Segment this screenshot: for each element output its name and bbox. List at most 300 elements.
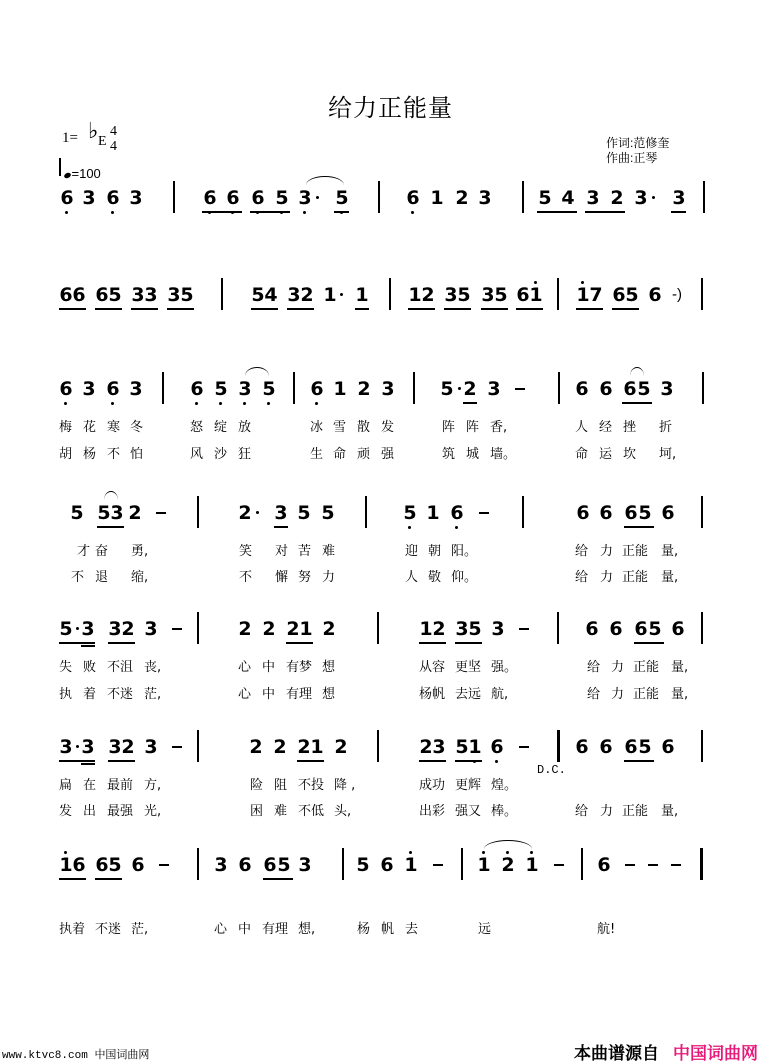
note <box>408 284 422 306</box>
lyric-syllable: 航, <box>491 687 509 702</box>
low-octave-dot-icon <box>267 402 270 405</box>
note <box>251 284 265 306</box>
score-row <box>0 502 781 542</box>
barline <box>413 372 415 404</box>
score-row <box>0 187 781 227</box>
beam-underline <box>167 308 194 310</box>
note <box>214 854 228 876</box>
note <box>97 502 111 524</box>
note <box>106 187 120 209</box>
note-digit: 6 <box>106 378 120 400</box>
footer-watermark <box>2 1046 149 1062</box>
note-digit: 1 <box>426 502 440 524</box>
note <box>637 378 651 400</box>
note-digit: 3 <box>108 736 122 758</box>
lyric-syllable: 仰。 <box>451 570 478 585</box>
footer-url: www.ktvc8.com <box>2 1050 88 1062</box>
barline <box>389 278 391 310</box>
note-digit: 5 <box>108 284 122 306</box>
note-digit: 6 <box>238 854 252 876</box>
lyric-syllable: 正能 <box>633 660 660 675</box>
beam-underline <box>419 642 446 644</box>
note <box>180 284 194 306</box>
lyric-syllable: 朝 <box>428 544 442 559</box>
augmentation-dot-icon <box>340 293 343 296</box>
beam-underline <box>355 308 369 310</box>
barline <box>365 496 367 528</box>
note-digit: 3 <box>432 736 446 758</box>
lyric-syllable: 煌。 <box>491 778 518 793</box>
barline <box>581 848 583 880</box>
lyric-syllable: 正能 <box>622 804 649 819</box>
note <box>131 854 145 876</box>
note-digit: 3 <box>381 378 395 400</box>
note <box>432 736 446 758</box>
note-digit: 2 <box>121 736 135 758</box>
sustain-dash <box>172 628 182 630</box>
note-digit: 6 <box>226 187 240 209</box>
low-octave-dot-icon <box>243 402 246 405</box>
note-digit: 5 <box>97 502 111 524</box>
time-signature <box>110 124 117 154</box>
lyric-syllable: 坷, <box>659 447 677 462</box>
barline <box>197 730 199 762</box>
note <box>634 187 648 209</box>
note-digit: 3 <box>131 284 145 306</box>
lyric-syllable: 着 <box>83 687 97 702</box>
note-digit: 3 <box>59 736 73 758</box>
note <box>490 736 504 758</box>
note <box>214 378 228 400</box>
note-digit: 6 <box>95 854 109 876</box>
barline <box>557 612 559 644</box>
barline <box>701 612 703 644</box>
barline <box>378 181 380 213</box>
note <box>455 736 469 758</box>
note <box>333 378 347 400</box>
lyric-syllable: 力 <box>600 570 614 585</box>
lyric-syllable: 更辉 <box>455 778 482 793</box>
note-digit: 2 <box>273 736 287 758</box>
note <box>72 284 86 306</box>
lyric-syllable: 量, <box>661 804 679 819</box>
lyric-syllable: 迎 <box>405 544 419 559</box>
note <box>440 378 454 400</box>
lyric-syllable: 雪 <box>333 420 347 435</box>
note-digit: 5 <box>335 187 349 209</box>
high-octave-dot-icon <box>409 851 412 854</box>
tie-slur <box>245 367 269 376</box>
note-digit: 5 <box>108 854 122 876</box>
lyric-syllable: 量, <box>671 660 689 675</box>
sustain-dash <box>648 864 658 866</box>
beam-underline <box>455 642 482 644</box>
lyric-syllable: 正能 <box>622 544 649 559</box>
note <box>625 284 639 306</box>
note-digit: 2 <box>128 502 142 524</box>
barline <box>197 496 199 528</box>
beam-underline <box>287 308 314 310</box>
note <box>106 378 120 400</box>
low-octave-dot-icon <box>195 402 198 405</box>
note-digit: 5 <box>180 284 194 306</box>
low-octave-dot-icon <box>411 211 414 214</box>
low-octave-dot-icon <box>303 211 306 214</box>
lyric-syllable: 困 <box>250 804 264 819</box>
note-digit: 6 <box>203 187 217 209</box>
note-digit: 6 <box>576 502 590 524</box>
lyric-syllable: 命 <box>575 447 589 462</box>
lyric-syllable: 量, <box>671 687 689 702</box>
barline <box>377 612 379 644</box>
note-digit: 2 <box>238 502 252 524</box>
tempo-marking <box>62 160 101 181</box>
note-digit: 2 <box>463 378 477 400</box>
note-digit: 6 <box>648 284 662 306</box>
note <box>59 618 73 640</box>
note-digit: 5 <box>251 284 265 306</box>
lyric-syllable: 心 <box>238 660 252 675</box>
note-digit: 1 <box>333 378 347 400</box>
note <box>661 502 675 524</box>
barline <box>701 496 703 528</box>
barline <box>197 848 199 880</box>
note <box>300 284 314 306</box>
note-digit: 1 <box>59 854 73 876</box>
note-digit: 6 <box>612 284 626 306</box>
song-title: 给力正能量 <box>328 94 453 122</box>
note <box>190 378 204 400</box>
note-digit: 3 <box>287 284 301 306</box>
lyric-syllable: 险 <box>250 778 264 793</box>
beam-underline <box>59 878 86 880</box>
note <box>59 854 73 876</box>
lyric-syllable: 阻 <box>274 778 288 793</box>
note-digit: 2 <box>455 187 469 209</box>
beam-underline <box>419 760 446 762</box>
note-digit: 6 <box>671 618 685 640</box>
note <box>60 187 74 209</box>
note <box>575 378 589 400</box>
note-digit: 6 <box>106 187 120 209</box>
note <box>238 378 252 400</box>
note-digit: 2 <box>121 618 135 640</box>
lyric-syllable: 降 , <box>334 778 356 793</box>
beam-underline <box>516 308 543 310</box>
note <box>672 187 686 209</box>
beam-underline <box>624 760 654 762</box>
beam-underline <box>95 878 122 880</box>
time-bottom: 4 <box>110 139 117 154</box>
source-brand: 中国词曲网 <box>673 1044 758 1064</box>
lyric-syllable: 正能 <box>633 687 660 702</box>
lyric-syllable: 心 <box>214 922 228 937</box>
note <box>426 502 440 524</box>
note-digit: 1 <box>525 854 539 876</box>
lyric-syllable: 发 <box>381 420 395 435</box>
barline <box>522 181 524 213</box>
note-digit: 5 <box>625 284 639 306</box>
lyric-syllable: 出 <box>83 804 97 819</box>
note-digit: 2 <box>262 618 276 640</box>
note <box>585 618 599 640</box>
note-digit: 6 <box>634 618 648 640</box>
high-octave-dot-icon <box>482 851 485 854</box>
note <box>287 284 301 306</box>
note <box>108 736 122 758</box>
lyric-syllable: 不 <box>71 570 85 585</box>
note <box>310 736 324 758</box>
note-digit: 6 <box>263 854 277 876</box>
lyric-syllable: 有理 <box>262 922 289 937</box>
lyric-syllable: 人 <box>405 570 419 585</box>
lyric-syllable: 心 <box>238 687 252 702</box>
note <box>589 284 603 306</box>
note-digit: 5 <box>356 854 370 876</box>
lyric-syllable: 有理 <box>286 687 313 702</box>
low-octave-dot-icon <box>408 526 411 529</box>
note-digit: 7 <box>589 284 603 306</box>
lyric-syllable: 不沮 <box>107 660 134 675</box>
note <box>586 187 600 209</box>
note <box>82 187 96 209</box>
note <box>444 284 458 306</box>
lyric-syllable: 有梦 <box>286 660 313 675</box>
note <box>481 284 495 306</box>
double-barline <box>700 848 703 880</box>
note-digit: 6 <box>72 854 86 876</box>
note-digit: 3 <box>144 736 158 758</box>
note <box>487 378 501 400</box>
note <box>59 284 73 306</box>
note <box>491 618 505 640</box>
note <box>463 378 477 400</box>
lyric-syllable: 阳。 <box>451 544 478 559</box>
note <box>599 502 613 524</box>
note <box>249 736 263 758</box>
note-digit: 5 <box>262 378 276 400</box>
barline <box>701 278 703 310</box>
lyric-syllable: 在 <box>83 778 97 793</box>
lyric-syllable: 棒。 <box>491 804 518 819</box>
beam-underline <box>634 642 664 644</box>
lyric-syllable: 经 <box>599 420 613 435</box>
intro-end-marker: -) <box>672 286 682 303</box>
note-digit: 6 <box>609 618 623 640</box>
lyric-syllable: 奋 <box>95 544 109 559</box>
lyric-syllable: 最前 <box>107 778 134 793</box>
barline <box>701 730 703 762</box>
note-digit: 2 <box>421 284 435 306</box>
lyric-syllable: 力 <box>600 804 614 819</box>
note-digit: 5 <box>59 618 73 640</box>
score-row <box>0 618 781 658</box>
lyric-syllable: 杨帆 <box>419 687 446 702</box>
lyric-syllable: 沙 <box>214 447 228 462</box>
lyric-syllable: 中 <box>262 687 276 702</box>
beam-underline <box>274 526 288 528</box>
lyric-syllable: 方, <box>144 778 162 793</box>
note-digit: 3 <box>487 378 501 400</box>
note-digit: 6 <box>575 736 589 758</box>
note-digit: 5 <box>468 618 482 640</box>
note <box>334 736 348 758</box>
low-octave-dot-icon <box>111 402 114 405</box>
lyric-syllable: 冰 <box>310 420 324 435</box>
lyric-syllable: 阵 <box>466 420 480 435</box>
lyric-syllable: 风 <box>190 447 204 462</box>
lyric-syllable: 冬 <box>130 420 144 435</box>
beam-underline <box>463 402 477 404</box>
note-digit: 3 <box>81 736 95 758</box>
lyric-syllable: 强 <box>381 447 395 462</box>
beam-underline <box>286 642 313 644</box>
note-digit: 6 <box>251 187 265 209</box>
note-digit: 1 <box>529 284 543 306</box>
lyric-syllable: 敬 <box>428 570 442 585</box>
sustain-dash <box>554 864 564 866</box>
note-digit: 6 <box>661 502 675 524</box>
note <box>671 618 685 640</box>
note-digit: 3 <box>238 378 252 400</box>
lyric-syllable: 杨 <box>83 447 97 462</box>
lyric-syllable: 不投 <box>298 778 325 793</box>
note <box>478 187 492 209</box>
lyric-syllable: 努 <box>298 570 312 585</box>
note <box>404 854 418 876</box>
note <box>81 618 95 640</box>
composer: 作曲:正琴 <box>606 151 658 165</box>
lyric-syllable: 香, <box>490 420 508 435</box>
note-digit: 2 <box>501 854 515 876</box>
tie-slur <box>104 491 118 500</box>
note-digit: 4 <box>561 187 575 209</box>
note <box>121 618 135 640</box>
note <box>277 854 291 876</box>
note-digit: 3 <box>478 187 492 209</box>
sustain-dash <box>515 388 525 390</box>
note <box>529 284 543 306</box>
score-row <box>0 854 781 894</box>
lyric-syllable: 失 <box>59 660 73 675</box>
note <box>599 378 613 400</box>
barline <box>162 372 164 404</box>
note-digit: 5 <box>637 378 651 400</box>
note <box>262 378 276 400</box>
barline <box>558 372 560 404</box>
high-octave-dot-icon <box>581 281 584 284</box>
note <box>121 736 135 758</box>
note-digit: 1 <box>430 187 444 209</box>
augmentation-dot-icon <box>652 196 655 199</box>
quarter-note-stem-icon <box>59 158 61 176</box>
source-label: 本曲谱源自 <box>574 1044 659 1064</box>
sustain-dash <box>519 628 529 630</box>
barline <box>221 278 223 310</box>
lyric-syllable: 败 <box>83 660 97 675</box>
note-digit: 1 <box>310 736 324 758</box>
note <box>660 378 674 400</box>
note <box>576 502 590 524</box>
augmentation-dot-icon <box>316 196 319 199</box>
note-digit: 5 <box>440 378 454 400</box>
note-digit: 2 <box>432 618 446 640</box>
note-digit: 6 <box>450 502 464 524</box>
beam-underline <box>95 308 122 310</box>
lyric-syllable: 给 <box>587 687 601 702</box>
lyric-syllable: 退 <box>95 570 109 585</box>
note-digit: 1 <box>299 618 313 640</box>
note-digit: 3 <box>82 187 96 209</box>
lyric-syllable: 顽 <box>357 447 371 462</box>
note <box>264 284 278 306</box>
note-digit: 5 <box>403 502 417 524</box>
note <box>609 618 623 640</box>
beam-underline <box>334 211 349 213</box>
beam-underline <box>108 642 135 644</box>
barline <box>522 496 524 528</box>
lyric-syllable: 苦 <box>298 544 312 559</box>
note <box>599 736 613 758</box>
note <box>297 502 311 524</box>
note-digit: 3 <box>108 618 122 640</box>
note <box>468 736 482 758</box>
note <box>238 618 252 640</box>
barline <box>342 848 344 880</box>
note-digit: 2 <box>419 736 433 758</box>
note <box>612 284 626 306</box>
lyric-syllable: 不低 <box>298 804 325 819</box>
note <box>144 736 158 758</box>
lyric-syllable: 绽 <box>214 420 228 435</box>
note-digit: 5 <box>538 187 552 209</box>
beam-underline <box>297 760 324 762</box>
lyric-syllable: 放 <box>238 420 252 435</box>
note <box>468 618 482 640</box>
note-digit: 2 <box>610 187 624 209</box>
high-octave-dot-icon <box>506 851 509 854</box>
note-digit: 6 <box>95 284 109 306</box>
sustain-dash <box>625 864 635 866</box>
beam-underline <box>131 308 158 310</box>
note-digit: 6 <box>599 502 613 524</box>
note <box>356 854 370 876</box>
note <box>144 618 158 640</box>
lyric-syllable: 不 <box>239 570 253 585</box>
note <box>81 736 95 758</box>
lyric-syllable: 寒 <box>107 420 121 435</box>
note <box>70 502 84 524</box>
low-octave-dot-icon <box>455 526 458 529</box>
note-digit: 6 <box>623 378 637 400</box>
beam-underline <box>202 211 242 213</box>
note-digit: 5 <box>638 502 652 524</box>
note-digit: 6 <box>310 378 324 400</box>
note <box>430 187 444 209</box>
beam-underline <box>481 308 508 310</box>
note-digit: 6 <box>516 284 530 306</box>
note <box>167 284 181 306</box>
low-octave-dot-icon <box>65 211 68 214</box>
note-digit: 6 <box>380 854 394 876</box>
note <box>576 284 590 306</box>
note <box>648 284 662 306</box>
note <box>238 854 252 876</box>
note-digit: 3 <box>660 378 674 400</box>
beam-underline <box>624 526 654 528</box>
sustain-dash <box>433 864 443 866</box>
note <box>624 736 638 758</box>
